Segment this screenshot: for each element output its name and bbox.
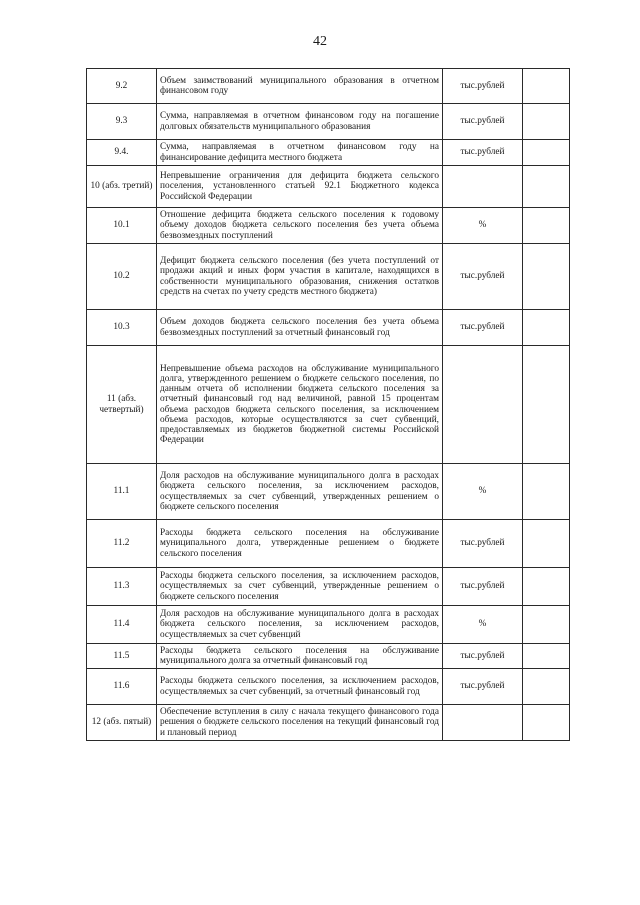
- table-row: [87, 568, 570, 606]
- row-unit: тыс.рублей: [443, 310, 523, 346]
- indicators-table: [86, 68, 570, 741]
- row-unit: тыс.рублей: [443, 520, 523, 568]
- row-value: [523, 568, 570, 606]
- row-value: [523, 69, 570, 104]
- row-value: [523, 104, 570, 140]
- table-row: [87, 520, 570, 568]
- row-number: 10.3: [87, 310, 157, 346]
- row-value: [523, 140, 570, 166]
- row-unit: %: [443, 208, 523, 244]
- row-description: Дефицит бюджета сельского поселения (без учета поступлений от продажи акций и иных форм участия в капитале, находящихся в собственности муниципального образования, снижения остатков средств на счетах по учету средств местного бюджета): [157, 244, 443, 310]
- row-value: [523, 644, 570, 669]
- row-unit: %: [443, 464, 523, 520]
- row-unit: [443, 705, 523, 741]
- table-row: [87, 310, 570, 346]
- row-description: Сумма, направляемая в отчетном финансовом году на погашение долговых обязательств муниципального образования: [157, 104, 443, 140]
- row-unit: %: [443, 606, 523, 644]
- row-description: Доля расходов на обслуживание муниципального долга в расходах бюджета сельского поселения, за исключением расходов, осуществляемых за счет субвенций, утвержденных решением о бюджете сельского поселения: [157, 464, 443, 520]
- row-description: Объем доходов бюджета сельского поселения без учета объема безвозмездных поступлений за отчетный финансовый год: [157, 310, 443, 346]
- row-number: 10.2: [87, 244, 157, 310]
- row-description: Сумма, направляемая в отчетном финансовом году на финансирование дефицита местного бюджета: [157, 140, 443, 166]
- row-value: [523, 166, 570, 208]
- table-row: [87, 140, 570, 166]
- row-number: 9.2: [87, 69, 157, 104]
- row-value: [523, 464, 570, 520]
- row-description: Объем заимствований муниципального образования в отчетном финансовом году: [157, 69, 443, 104]
- row-value: [523, 244, 570, 310]
- row-number: 10.1: [87, 208, 157, 244]
- row-description: Отношение дефицита бюджета сельского поселения к годовому объему доходов бюджета сельского поселения без учета объема безвозмездных поступлений: [157, 208, 443, 244]
- table-row: [87, 69, 570, 104]
- page-number: 42: [313, 34, 327, 49]
- row-description: Расходы бюджета сельского поселения на обслуживание муниципального долга за отчетный финансовый год: [157, 644, 443, 669]
- row-number: 9.4.: [87, 140, 157, 166]
- row-description: Доля расходов на обслуживание муниципального долга в расходах бюджета сельского поселения, за исключением расходов, осуществляемых за счет субвенций: [157, 606, 443, 644]
- row-unit: тыс.рублей: [443, 669, 523, 705]
- row-unit: тыс.рублей: [443, 140, 523, 166]
- row-value: [523, 310, 570, 346]
- table-row: [87, 166, 570, 208]
- table-row: [87, 104, 570, 140]
- row-number: 11.1: [87, 464, 157, 520]
- row-number: 11.2: [87, 520, 157, 568]
- table-row: [87, 208, 570, 244]
- row-description: Непревышение объема расходов на обслуживание муниципального долга, утвержденного решением о бюджете сельского поселения, по данным отчета об исполнении бюджета сельского поселения за отчетный финансовый год над величиной, равной 15 процентам объема расходов бюджета сельского поселения, за исключением объема расходов, которые осуществляются за счет субвенций, предоставляемых из бюджетов бюджетной системы Российской Федерации: [157, 346, 443, 464]
- table-row: [87, 669, 570, 705]
- row-value: [523, 208, 570, 244]
- row-number: 11.3: [87, 568, 157, 606]
- row-value: [523, 346, 570, 464]
- row-description: Расходы бюджета сельского поселения на обслуживание муниципального долга, утвержденные решением о бюджете сельского поселения: [157, 520, 443, 568]
- row-description: Расходы бюджета сельского поселения, за исключением расходов, осуществляемых за счет субвенций, за отчетный финансовый год: [157, 669, 443, 705]
- row-description: Расходы бюджета сельского поселения, за исключением расходов, осуществляемых за счет субвенций, утвержденные решением о бюджете сельского поселения: [157, 568, 443, 606]
- row-value: [523, 669, 570, 705]
- table-row: [87, 705, 570, 741]
- row-value: [523, 606, 570, 644]
- row-unit: [443, 346, 523, 464]
- table-row: [87, 644, 570, 669]
- table-row: [87, 346, 570, 464]
- indicators-table-body: [87, 69, 570, 741]
- row-value: [523, 520, 570, 568]
- row-number: 11.5: [87, 644, 157, 669]
- table-row: [87, 606, 570, 644]
- row-description: Обеспечение вступления в силу с начала текущего финансового года решения о бюджете сельского поселения на текущий финансовый год и плановый период: [157, 705, 443, 741]
- row-unit: тыс.рублей: [443, 104, 523, 140]
- row-number: 11 (абз. четвертый): [87, 346, 157, 464]
- row-unit: тыс.рублей: [443, 69, 523, 104]
- row-unit: тыс.рублей: [443, 568, 523, 606]
- row-unit: тыс.рублей: [443, 244, 523, 310]
- row-number: 11.6: [87, 669, 157, 705]
- row-number: 11.4: [87, 606, 157, 644]
- row-number: 12 (абз. пятый): [87, 705, 157, 741]
- row-description: Непревышение ограничения для дефицита бюджета сельского поселения, установленного статьей 92.1 Бюджетного кодекса Российской Федерации: [157, 166, 443, 208]
- row-value: [523, 705, 570, 741]
- table-row: [87, 244, 570, 310]
- row-number: 10 (абз. третий): [87, 166, 157, 208]
- row-number: 9.3: [87, 104, 157, 140]
- row-unit: тыс.рублей: [443, 644, 523, 669]
- table-row: [87, 464, 570, 520]
- row-unit: [443, 166, 523, 208]
